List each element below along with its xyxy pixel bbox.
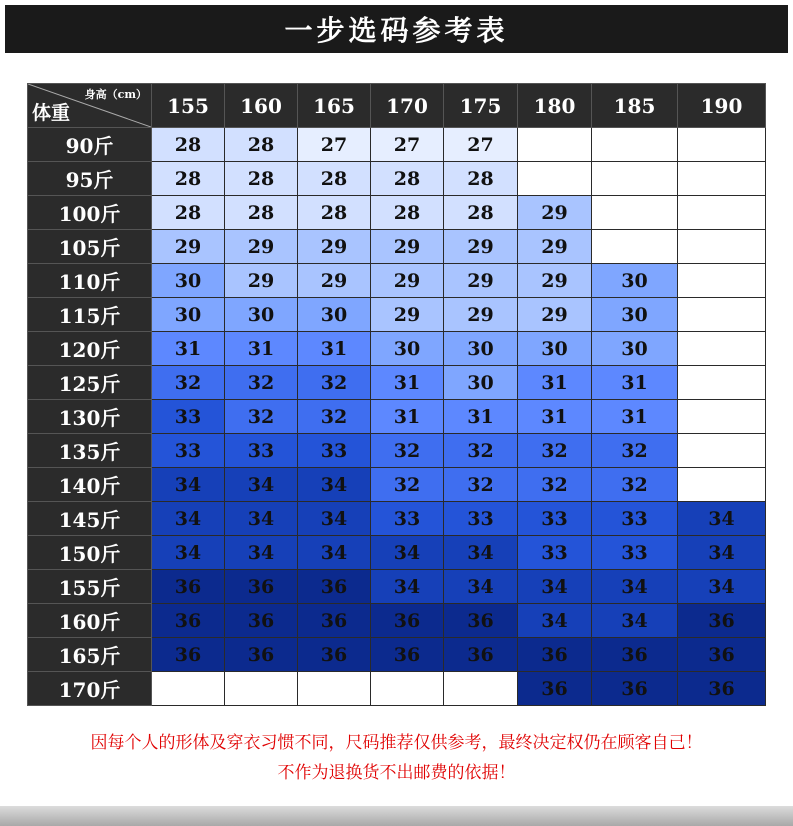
size-cell: 32 <box>518 468 592 502</box>
size-cell: 28 <box>225 196 298 230</box>
corner-cell <box>28 84 152 128</box>
weight-header-cell: 125斤 <box>28 366 152 400</box>
size-cell <box>678 434 766 468</box>
size-cell: 36 <box>592 638 678 672</box>
title-bar <box>5 5 788 53</box>
size-cell: 32 <box>225 366 298 400</box>
bottom-bar <box>0 806 793 826</box>
size-cell: 36 <box>518 638 592 672</box>
height-header-cell: 190 <box>678 84 766 128</box>
size-cell: 29 <box>518 230 592 264</box>
size-cell: 31 <box>592 400 678 434</box>
table-row <box>28 332 766 366</box>
table-row <box>28 264 766 298</box>
size-cell: 34 <box>225 502 298 536</box>
weight-header-cell: 155斤 <box>28 570 152 604</box>
size-cell: 29 <box>518 264 592 298</box>
size-cell: 36 <box>152 570 225 604</box>
size-cell: 34 <box>298 502 371 536</box>
size-cell <box>678 400 766 434</box>
table-row <box>28 162 766 196</box>
size-cell <box>371 672 444 706</box>
size-cell: 27 <box>371 128 444 162</box>
size-cell: 32 <box>444 468 518 502</box>
table-row <box>28 230 766 264</box>
size-chart-table <box>27 83 766 706</box>
size-cell: 34 <box>444 536 518 570</box>
size-cell: 36 <box>298 570 371 604</box>
size-cell: 34 <box>152 502 225 536</box>
size-cell: 27 <box>298 128 371 162</box>
size-cell: 29 <box>225 230 298 264</box>
size-cell: 28 <box>444 162 518 196</box>
size-cell: 34 <box>444 570 518 604</box>
size-cell: 30 <box>592 298 678 332</box>
size-cell: 29 <box>518 196 592 230</box>
size-cell: 36 <box>225 638 298 672</box>
size-cell: 34 <box>298 468 371 502</box>
table-row <box>28 366 766 400</box>
size-cell: 34 <box>678 570 766 604</box>
weight-header-cell: 105斤 <box>28 230 152 264</box>
size-cell: 32 <box>225 400 298 434</box>
size-cell: 29 <box>444 264 518 298</box>
size-cell <box>152 672 225 706</box>
size-cell <box>298 672 371 706</box>
height-header-cell: 170 <box>371 84 444 128</box>
height-header-cell: 155 <box>152 84 225 128</box>
size-cell: 36 <box>678 604 766 638</box>
size-cell: 27 <box>444 128 518 162</box>
size-cell: 29 <box>444 230 518 264</box>
size-cell: 34 <box>592 570 678 604</box>
size-cell: 36 <box>678 638 766 672</box>
size-chart-body <box>28 128 766 706</box>
size-cell: 30 <box>592 332 678 366</box>
size-cell: 36 <box>298 604 371 638</box>
size-cell: 32 <box>518 434 592 468</box>
size-cell: 33 <box>152 434 225 468</box>
height-header-cell: 185 <box>592 84 678 128</box>
table-row <box>28 502 766 536</box>
weight-header-cell: 150斤 <box>28 536 152 570</box>
size-cell: 32 <box>298 400 371 434</box>
size-cell: 28 <box>225 128 298 162</box>
size-cell: 28 <box>152 128 225 162</box>
size-cell: 31 <box>298 332 371 366</box>
weight-header-cell: 110斤 <box>28 264 152 298</box>
size-cell: 34 <box>371 536 444 570</box>
size-cell: 36 <box>152 604 225 638</box>
size-cell: 33 <box>518 536 592 570</box>
size-cell: 36 <box>225 570 298 604</box>
size-cell: 31 <box>592 366 678 400</box>
size-cell: 34 <box>678 502 766 536</box>
size-cell: 32 <box>592 434 678 468</box>
weight-header-cell: 120斤 <box>28 332 152 366</box>
size-cell <box>592 230 678 264</box>
size-cell: 31 <box>371 400 444 434</box>
weight-header-cell: 95斤 <box>28 162 152 196</box>
size-cell: 30 <box>152 264 225 298</box>
table-row <box>28 400 766 434</box>
size-cell <box>678 230 766 264</box>
size-cell: 32 <box>371 468 444 502</box>
size-cell <box>678 162 766 196</box>
size-cell: 30 <box>444 332 518 366</box>
size-cell: 36 <box>371 604 444 638</box>
size-cell: 28 <box>298 196 371 230</box>
table-row <box>28 468 766 502</box>
size-cell: 29 <box>152 230 225 264</box>
size-cell: 28 <box>298 162 371 196</box>
size-cell <box>518 128 592 162</box>
weight-header-cell: 90斤 <box>28 128 152 162</box>
size-cell: 36 <box>444 604 518 638</box>
size-cell: 36 <box>225 604 298 638</box>
size-cell: 36 <box>152 638 225 672</box>
table-row <box>28 570 766 604</box>
size-cell: 29 <box>371 230 444 264</box>
size-cell: 30 <box>444 366 518 400</box>
size-cell: 28 <box>371 196 444 230</box>
weight-header-cell: 135斤 <box>28 434 152 468</box>
table-row <box>28 128 766 162</box>
weight-header-cell: 115斤 <box>28 298 152 332</box>
size-cell: 34 <box>518 604 592 638</box>
weight-axis-label: 体重 <box>32 102 71 124</box>
size-cell <box>678 128 766 162</box>
size-cell <box>678 264 766 298</box>
size-cell: 33 <box>371 502 444 536</box>
table-row <box>28 672 766 706</box>
weight-header-cell: 160斤 <box>28 604 152 638</box>
size-cell: 29 <box>371 298 444 332</box>
size-cell: 33 <box>592 536 678 570</box>
height-header-row <box>28 84 766 128</box>
weight-header-cell: 165斤 <box>28 638 152 672</box>
page-title: 一步选码参考表 <box>284 14 509 47</box>
size-cell: 34 <box>298 536 371 570</box>
size-cell: 31 <box>152 332 225 366</box>
size-cell: 34 <box>592 604 678 638</box>
table-row <box>28 536 766 570</box>
height-axis-label: 身高（cm） <box>84 88 147 101</box>
size-cell: 34 <box>371 570 444 604</box>
weight-header-cell: 130斤 <box>28 400 152 434</box>
size-cell <box>678 332 766 366</box>
size-cell: 34 <box>152 468 225 502</box>
weight-header-cell: 140斤 <box>28 468 152 502</box>
size-cell <box>592 128 678 162</box>
size-cell: 33 <box>152 400 225 434</box>
size-cell: 32 <box>592 468 678 502</box>
weight-header-cell: 100斤 <box>28 196 152 230</box>
table-row <box>28 434 766 468</box>
size-cell: 33 <box>298 434 371 468</box>
size-cell <box>678 196 766 230</box>
size-cell: 32 <box>152 366 225 400</box>
height-header-cell: 160 <box>225 84 298 128</box>
size-cell: 28 <box>152 162 225 196</box>
size-cell: 34 <box>225 536 298 570</box>
table-row <box>28 638 766 672</box>
size-cell: 33 <box>592 502 678 536</box>
size-cell: 36 <box>678 672 766 706</box>
size-cell: 29 <box>225 264 298 298</box>
size-cell <box>678 366 766 400</box>
weight-header-cell: 145斤 <box>28 502 152 536</box>
table-row <box>28 604 766 638</box>
size-cell: 29 <box>518 298 592 332</box>
size-cell: 34 <box>152 536 225 570</box>
table-row <box>28 298 766 332</box>
size-cell: 30 <box>518 332 592 366</box>
size-cell: 29 <box>298 230 371 264</box>
size-cell: 30 <box>592 264 678 298</box>
size-cell: 36 <box>518 672 592 706</box>
size-cell: 33 <box>444 502 518 536</box>
size-cell: 36 <box>592 672 678 706</box>
size-cell: 33 <box>518 502 592 536</box>
size-cell: 34 <box>518 570 592 604</box>
size-cell: 32 <box>444 434 518 468</box>
size-cell: 34 <box>678 536 766 570</box>
size-cell: 30 <box>225 298 298 332</box>
size-cell <box>678 468 766 502</box>
size-cell <box>592 162 678 196</box>
size-cell: 30 <box>152 298 225 332</box>
disclaimer-line-1: 因每个人的形体及穿衣习惯不同，尺码推荐仅供参考，最终决定权仍在顾客自己！ <box>90 733 703 753</box>
weight-header-cell: 170斤 <box>28 672 152 706</box>
size-cell <box>592 196 678 230</box>
size-cell <box>518 162 592 196</box>
height-header-cell: 165 <box>298 84 371 128</box>
size-cell: 32 <box>371 434 444 468</box>
size-cell: 30 <box>298 298 371 332</box>
size-cell: 28 <box>444 196 518 230</box>
size-cell: 28 <box>371 162 444 196</box>
size-cell: 29 <box>371 264 444 298</box>
size-cell: 29 <box>444 298 518 332</box>
size-cell: 28 <box>225 162 298 196</box>
size-cell: 31 <box>371 366 444 400</box>
size-cell <box>678 298 766 332</box>
size-cell <box>444 672 518 706</box>
size-cell: 31 <box>518 400 592 434</box>
size-cell: 36 <box>298 638 371 672</box>
table-row <box>28 196 766 230</box>
size-cell: 36 <box>371 638 444 672</box>
size-cell: 30 <box>371 332 444 366</box>
size-cell: 32 <box>298 366 371 400</box>
size-cell: 29 <box>298 264 371 298</box>
height-header-cell: 175 <box>444 84 518 128</box>
disclaimer-line-2: 不作为退换货不出邮费的依据！ <box>277 763 516 783</box>
size-cell: 33 <box>225 434 298 468</box>
height-header-cell: 180 <box>518 84 592 128</box>
size-cell: 31 <box>444 400 518 434</box>
size-cell <box>225 672 298 706</box>
size-cell: 28 <box>152 196 225 230</box>
size-cell: 31 <box>225 332 298 366</box>
size-cell: 36 <box>444 638 518 672</box>
size-cell: 34 <box>225 468 298 502</box>
size-cell: 31 <box>518 366 592 400</box>
